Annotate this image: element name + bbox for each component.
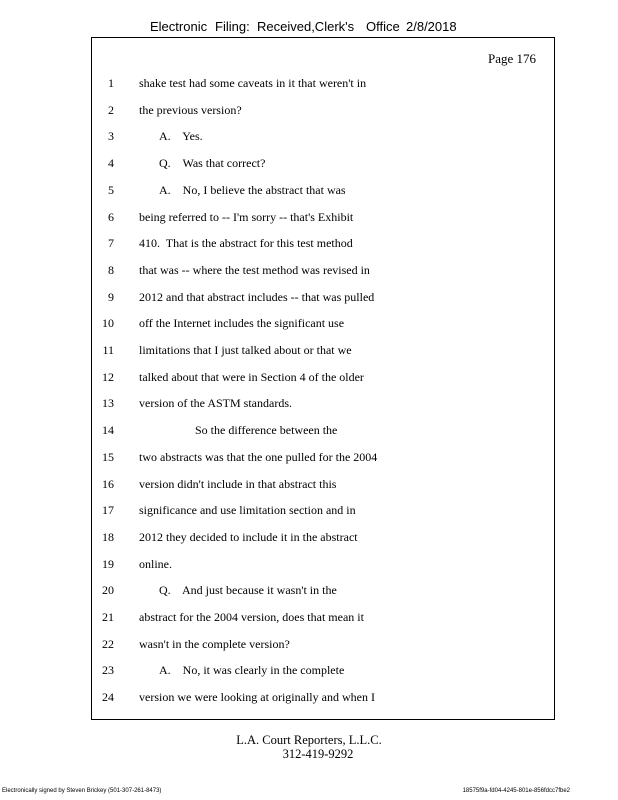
- line-text: Q. And just because it wasn't in the: [159, 583, 337, 598]
- line-text: two abstracts was that the one pulled for the 2004: [139, 449, 378, 464]
- line-number: 13: [102, 396, 114, 411]
- transcript-line: [92, 76, 554, 96]
- transcript-line: [92, 183, 554, 203]
- line-text: talked about that were in Section 4 of the older: [139, 369, 364, 384]
- transcript-line: [92, 477, 554, 497]
- line-number: 5: [108, 182, 114, 197]
- transcript-line: [92, 290, 554, 310]
- line-number: 24: [102, 690, 114, 705]
- line-number: 17: [102, 503, 114, 518]
- line-text: significance and use limitation section and in: [139, 503, 356, 518]
- transcript-line: [92, 583, 554, 603]
- line-number: 12: [102, 369, 114, 384]
- header-office: Office: [366, 19, 400, 34]
- filing-header: [0, 19, 618, 37]
- line-number: 19: [102, 556, 114, 571]
- line-text: A. No, I believe the abstract that was: [159, 182, 346, 197]
- transcript-line: [92, 263, 554, 283]
- line-number: 21: [102, 610, 114, 624]
- transcript-page: [91, 37, 555, 720]
- line-text: that was -- where the test method was revised in: [139, 262, 370, 277]
- footer-phone: 312-419-9292: [282, 747, 354, 761]
- transcript-line: [92, 423, 554, 443]
- line-text: being referred to -- I'm sorry -- that's Exhibit: [139, 209, 354, 224]
- line-text: limitations that I just talked about or that we: [139, 343, 352, 357]
- transcript-line: [92, 396, 554, 416]
- line-number: 8: [108, 262, 114, 277]
- line-number: 23: [102, 663, 114, 678]
- line-text: A. Yes.: [159, 129, 203, 144]
- header-received: Received,Clerk's: [257, 19, 355, 34]
- line-text: shake test had some caveats in it that weren't in: [139, 76, 367, 90]
- line-number: 15: [102, 449, 114, 464]
- line-number: 6: [108, 209, 114, 224]
- transcript-line: [92, 370, 554, 390]
- transcript-line: [92, 503, 554, 523]
- line-text: So the difference between the: [195, 423, 338, 438]
- document-hash: 18575f9a-fd04-4245-801e-856fdcc7fbe2: [462, 788, 570, 794]
- line-text: 2012 they decided to include it in the abstract: [139, 529, 358, 544]
- line-number: 20: [102, 583, 114, 598]
- line-text: 2012 and that abstract includes -- that was pulled: [139, 289, 375, 304]
- line-number: 7: [108, 236, 114, 251]
- line-number: 1: [108, 76, 114, 90]
- line-text: online.: [139, 556, 172, 571]
- transcript-line: [92, 557, 554, 577]
- transcript-line: [92, 690, 554, 710]
- header-filing: Filing:: [215, 19, 250, 34]
- header-date: 2/8/2018: [406, 19, 457, 34]
- line-number: 16: [102, 476, 114, 491]
- transcript-line: [92, 637, 554, 657]
- transcript-line: [92, 129, 554, 149]
- line-text: the previous version?: [139, 102, 242, 117]
- header-electronic: Electronic: [150, 19, 208, 34]
- transcript-line: [92, 343, 554, 363]
- line-text: version didn't include in that abstract this: [139, 476, 337, 491]
- footer-company: L.A. Court Reporters, L.L.C.: [236, 733, 382, 747]
- line-text: version we were looking at originally and when I: [139, 690, 375, 705]
- line-number: 10: [102, 316, 114, 331]
- line-text: wasn't in the complete version?: [139, 636, 290, 651]
- line-number: 22: [102, 636, 114, 651]
- line-number: 3: [108, 129, 114, 144]
- line-text: version of the ASTM standards.: [139, 396, 292, 411]
- line-number: 11: [102, 343, 114, 357]
- line-text: Q. Was that correct?: [159, 156, 266, 171]
- line-number: 18: [102, 529, 114, 544]
- transcript-line: [92, 610, 554, 630]
- transcript-line: [92, 156, 554, 176]
- transcript-line: [92, 316, 554, 336]
- transcript-line: [92, 450, 554, 470]
- line-number: 14: [102, 423, 114, 438]
- line-text: 410. That is the abstract for this test method: [139, 236, 353, 251]
- line-text: abstract for the 2004 version, does that mean it: [139, 610, 364, 624]
- transcript-line: [92, 236, 554, 256]
- transcript-line: [92, 663, 554, 683]
- transcript-line: [92, 530, 554, 550]
- line-text: A. No, it was clearly in the complete: [159, 663, 345, 678]
- line-text: off the Internet includes the significant use: [139, 316, 345, 331]
- page-number: Page 176: [487, 51, 536, 66]
- transcript-line: [92, 103, 554, 123]
- signature-note: Electronically signed by Steven Brickey (501-307-261-8473): [2, 788, 162, 794]
- line-number: 4: [108, 156, 114, 171]
- line-number: 9: [108, 289, 114, 304]
- line-number: 2: [108, 102, 114, 117]
- transcript-line: [92, 210, 554, 230]
